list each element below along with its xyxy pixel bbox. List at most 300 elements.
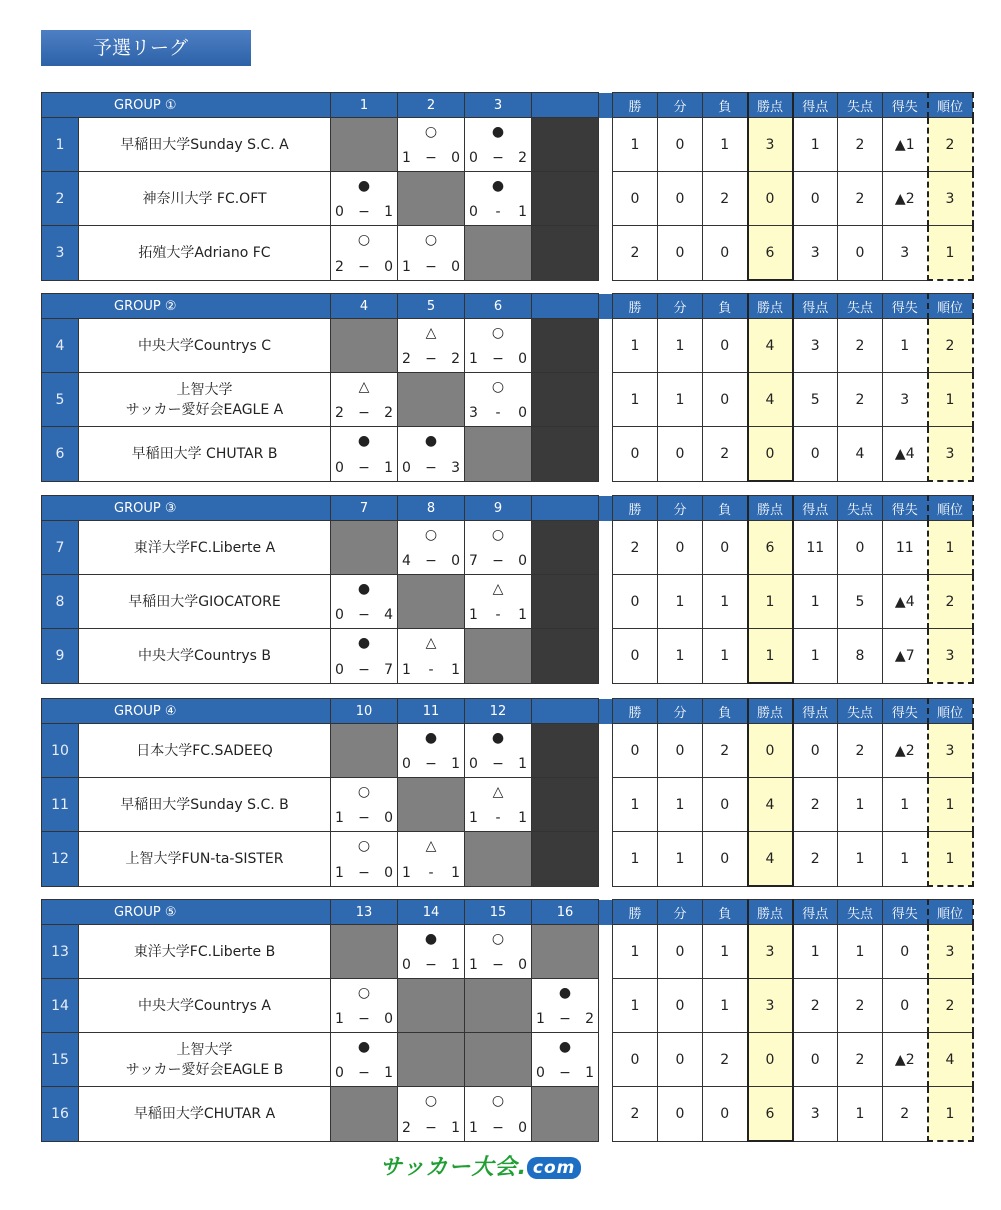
spacer	[599, 93, 613, 118]
score-separator: −	[358, 258, 370, 275]
spacer	[599, 629, 613, 684]
score-own: 2	[402, 1119, 411, 1136]
team-row	[42, 521, 973, 575]
score-opponent: 1	[451, 756, 460, 772]
score-opponent: 0	[451, 553, 460, 569]
stat-header: 失点	[838, 294, 883, 319]
team-row	[42, 1087, 973, 1142]
score-opponent: 1	[384, 204, 393, 220]
stat-header: 失点	[838, 496, 883, 521]
stat-value: 0	[748, 172, 793, 226]
score-opponent: 2	[585, 1011, 594, 1027]
stat-value: 1	[658, 319, 703, 373]
score-own: 1	[335, 1011, 344, 1027]
stat-value: 2	[703, 724, 748, 778]
score-own: 1	[469, 957, 478, 973]
stat-value: 1	[928, 521, 973, 575]
stat-value: 1	[928, 778, 973, 832]
stat-value: 2	[793, 832, 838, 887]
score-own: 1	[536, 1011, 545, 1027]
stat-header: 勝点	[748, 900, 793, 925]
column-header-team-no: 4	[331, 294, 398, 319]
stat-value: 0	[793, 724, 838, 778]
result-mark: ○	[491, 527, 505, 543]
stat-value: 1	[793, 925, 838, 979]
stat-value: 0	[658, 925, 703, 979]
stat-value: 1	[658, 629, 703, 684]
stat-value: 2	[703, 172, 748, 226]
unused-cell	[532, 724, 599, 778]
stat-value: 0	[748, 1033, 793, 1087]
stat-header: 失点	[838, 900, 883, 925]
team-name: 早稲田大学 CHUTAR B	[79, 427, 331, 482]
column-header-team-no: 12	[465, 699, 532, 724]
match-result	[465, 575, 532, 629]
result-mark: △	[492, 784, 504, 800]
spacer	[599, 118, 613, 172]
match-result	[465, 118, 532, 172]
spacer	[599, 575, 613, 629]
result-mark: ○	[357, 838, 371, 854]
team-name: 神奈川大学 FC.OFT	[79, 172, 331, 226]
empty-cell	[331, 319, 398, 373]
stat-value: 0	[838, 521, 883, 575]
stat-value: ▲4	[883, 575, 928, 629]
column-header-team-no: 2	[398, 93, 465, 118]
score-separator: -	[428, 661, 434, 678]
stat-header: 勝	[613, 93, 658, 118]
score-own: 1	[469, 1119, 478, 1136]
result-mark: ●	[558, 985, 572, 1001]
stat-header: 分	[658, 93, 703, 118]
score-own: 1	[335, 810, 344, 826]
score-separator: -	[495, 405, 501, 421]
stat-value: 5	[793, 373, 838, 427]
column-header-team-no: 15	[465, 900, 532, 925]
stat-value: 0	[703, 521, 748, 575]
stat-value: 1	[838, 832, 883, 887]
stat-value: 1	[613, 925, 658, 979]
team-name: 早稲田大学CHUTAR A	[79, 1087, 331, 1142]
empty-cell	[465, 427, 532, 482]
spacer	[599, 925, 613, 979]
result-mark: ●	[491, 730, 505, 746]
team-name: 日本大学FC.SADEEQ	[79, 724, 331, 778]
column-header-team-no: 11	[398, 699, 465, 724]
stat-value: 0	[793, 427, 838, 482]
result-mark: △	[425, 325, 437, 341]
result-mark: ●	[424, 730, 438, 746]
stat-value: 2	[703, 1033, 748, 1087]
stat-value: 1	[658, 575, 703, 629]
column-header-team-no: 13	[331, 900, 398, 925]
group-table	[41, 698, 974, 887]
stat-value: 2	[838, 319, 883, 373]
stat-value: 2	[838, 979, 883, 1033]
stat-value: 5	[838, 575, 883, 629]
stat-value: 1	[748, 629, 793, 684]
team-name: 上智大学FUN-ta-SISTER	[79, 832, 331, 887]
stat-header: 得失	[883, 294, 928, 319]
score-separator: −	[425, 258, 437, 275]
stat-value: 0	[613, 629, 658, 684]
match-result	[465, 724, 532, 778]
match-result	[331, 979, 398, 1033]
stat-value: 1	[703, 925, 748, 979]
stat-value: 1	[703, 118, 748, 172]
stat-value: 1	[883, 832, 928, 887]
column-header-team-no: 8	[398, 496, 465, 521]
spacer	[599, 172, 613, 226]
result-mark: △	[425, 838, 437, 854]
stat-value: 3	[793, 226, 838, 281]
spacer	[599, 1033, 613, 1087]
column-header-team-no: 9	[465, 496, 532, 521]
score-separator: -	[495, 810, 501, 826]
result-mark: ○	[424, 527, 438, 543]
empty-cell	[465, 226, 532, 281]
stat-header: 失点	[838, 93, 883, 118]
spacer	[599, 294, 613, 319]
result-mark: ○	[424, 1093, 438, 1109]
stat-value: 1	[838, 925, 883, 979]
score-separator: −	[358, 204, 370, 220]
score-separator: −	[425, 1119, 437, 1136]
group-name: GROUP ①	[42, 93, 331, 118]
score-opponent: 0	[384, 864, 393, 881]
score-opponent: 4	[384, 607, 393, 623]
stat-value: 0	[613, 172, 658, 226]
match-result	[398, 521, 465, 575]
score-separator: −	[358, 810, 370, 826]
group-name: GROUP ⑤	[42, 900, 331, 925]
stat-value: 4	[748, 373, 793, 427]
result-mark: ●	[357, 178, 371, 194]
stat-header: 順位	[928, 699, 973, 724]
stat-value: 0	[883, 979, 928, 1033]
stat-header: 勝点	[748, 93, 793, 118]
stat-value: 1	[793, 118, 838, 172]
score-separator: −	[425, 351, 437, 367]
match-result	[331, 629, 398, 684]
stat-value: 3	[883, 373, 928, 427]
stat-value: 0	[703, 319, 748, 373]
stat-header: 失点	[838, 699, 883, 724]
result-mark: ○	[491, 379, 505, 395]
score-opponent: 1	[518, 810, 528, 826]
spacer	[599, 778, 613, 832]
stat-header: 得点	[793, 699, 838, 724]
unused-cell	[532, 118, 599, 172]
stat-value: 0	[658, 427, 703, 482]
score-opponent: 0	[518, 405, 528, 421]
score-opponent: 3	[451, 459, 460, 476]
result-mark: △	[425, 635, 437, 651]
stat-value: 2	[928, 575, 973, 629]
team-row	[42, 1033, 973, 1087]
stat-value: 0	[658, 118, 703, 172]
match-result	[398, 118, 465, 172]
match-result	[331, 778, 398, 832]
result-mark: ○	[357, 232, 371, 248]
score-opponent: 2	[451, 351, 460, 367]
stat-header: 順位	[928, 900, 973, 925]
score-separator: −	[358, 405, 370, 421]
score-own: 0	[335, 661, 344, 678]
stat-value: 2	[838, 118, 883, 172]
team-number: 16	[42, 1087, 79, 1142]
score-separator: −	[358, 1065, 370, 1081]
result-mark: ●	[491, 178, 505, 194]
empty-cell	[398, 979, 465, 1033]
result-mark: ○	[424, 124, 438, 140]
team-row	[42, 724, 973, 778]
match-result	[465, 373, 532, 427]
score-separator: −	[559, 1011, 571, 1027]
group-table	[41, 495, 974, 684]
score-separator: -	[495, 204, 501, 220]
score-own: 1	[402, 864, 411, 881]
result-mark: ●	[424, 433, 438, 449]
stat-value: 3	[883, 226, 928, 281]
stat-value: 0	[838, 226, 883, 281]
stat-header: 得点	[793, 496, 838, 521]
group-name: GROUP ②	[42, 294, 331, 319]
team-number: 9	[42, 629, 79, 684]
team-row	[42, 319, 973, 373]
score-opponent: 1	[451, 1119, 460, 1136]
match-result	[465, 925, 532, 979]
stat-value: 2	[928, 319, 973, 373]
stat-value: 2	[613, 1087, 658, 1142]
unused-cell	[532, 226, 599, 281]
stat-value: 0	[658, 724, 703, 778]
stat-value: 0	[703, 373, 748, 427]
stat-value: 1	[613, 979, 658, 1033]
unused-cell	[532, 778, 599, 832]
stat-value: 1	[613, 319, 658, 373]
team-row	[42, 373, 973, 427]
team-row	[42, 778, 973, 832]
score-own: 0	[335, 607, 344, 623]
spacer	[599, 1087, 613, 1142]
stat-value: ▲7	[883, 629, 928, 684]
stat-value: 2	[838, 1033, 883, 1087]
team-row	[42, 226, 973, 281]
stat-value: 1	[703, 979, 748, 1033]
unused-cell	[532, 373, 599, 427]
group-table	[41, 92, 974, 281]
match-result	[465, 319, 532, 373]
spacer	[599, 496, 613, 521]
group-table	[41, 899, 974, 1142]
stat-value: 3	[793, 319, 838, 373]
stat-value: 0	[658, 1087, 703, 1142]
spacer	[599, 427, 613, 482]
match-result	[398, 629, 465, 684]
team-name: 早稲田大学GIOCATORE	[79, 575, 331, 629]
empty-cell	[398, 1033, 465, 1087]
result-mark: ○	[357, 784, 371, 800]
stat-value: 1	[793, 629, 838, 684]
stat-value: 1	[658, 778, 703, 832]
score-opponent: 1	[384, 1065, 393, 1081]
column-header-team-no: 6	[465, 294, 532, 319]
column-header-team-no	[532, 93, 599, 118]
stat-value: 0	[703, 778, 748, 832]
result-mark: ○	[491, 931, 505, 947]
score-separator: −	[425, 957, 437, 973]
score-own: 0	[469, 150, 478, 166]
score-own: 2	[335, 258, 344, 275]
stat-value: 3	[793, 1087, 838, 1142]
team-row	[42, 118, 973, 172]
stat-value: 3	[928, 427, 973, 482]
team-number: 10	[42, 724, 79, 778]
score-own: 1	[402, 661, 411, 678]
unused-cell	[532, 832, 599, 887]
score-own: 1	[469, 351, 478, 367]
result-mark: △	[358, 379, 370, 395]
column-header-team-no: 7	[331, 496, 398, 521]
stat-value: 3	[748, 979, 793, 1033]
stat-value: 2	[613, 521, 658, 575]
stat-value: 11	[883, 521, 928, 575]
stat-value: 4	[838, 427, 883, 482]
stat-value: 6	[748, 226, 793, 281]
stat-value: 3	[928, 925, 973, 979]
unused-cell	[532, 319, 599, 373]
spacer	[599, 832, 613, 887]
score-separator: −	[425, 459, 437, 476]
stat-value: 0	[793, 1033, 838, 1087]
stat-value: 6	[748, 521, 793, 575]
team-number: 3	[42, 226, 79, 281]
spacer	[599, 373, 613, 427]
score-opponent: 7	[384, 661, 393, 678]
stat-header: 分	[658, 496, 703, 521]
stat-value: ▲2	[883, 724, 928, 778]
empty-cell	[465, 832, 532, 887]
score-opponent: 1	[518, 756, 527, 772]
stat-value: 3	[748, 118, 793, 172]
score-separator: −	[358, 459, 370, 476]
group-table	[41, 293, 974, 482]
score-separator: −	[358, 607, 370, 623]
score-own: 0	[469, 204, 478, 220]
group-name: GROUP ④	[42, 699, 331, 724]
stat-header: 得点	[793, 93, 838, 118]
score-own: 0	[469, 756, 478, 772]
stat-header: 勝点	[748, 496, 793, 521]
match-result	[532, 979, 599, 1033]
stat-value: 0	[613, 1033, 658, 1087]
stat-value: 3	[928, 172, 973, 226]
team-number: 12	[42, 832, 79, 887]
stat-value: 1	[613, 778, 658, 832]
match-result	[331, 373, 398, 427]
match-result	[532, 1033, 599, 1087]
stat-value: 1	[928, 373, 973, 427]
spacer	[599, 521, 613, 575]
stat-value: ▲2	[883, 1033, 928, 1087]
stat-header: 得点	[793, 294, 838, 319]
score-own: 7	[469, 553, 478, 569]
team-row	[42, 575, 973, 629]
stat-value: 4	[748, 319, 793, 373]
stat-value: 0	[658, 1033, 703, 1087]
stat-value: 2	[838, 724, 883, 778]
logo-dot: .	[517, 1155, 527, 1180]
team-number: 5	[42, 373, 79, 427]
match-result	[465, 778, 532, 832]
stat-value: 1	[928, 832, 973, 887]
column-header-team-no	[532, 699, 599, 724]
result-mark: ●	[357, 581, 371, 597]
score-own: 0	[335, 1065, 344, 1081]
stat-header: 負	[703, 699, 748, 724]
empty-cell	[398, 373, 465, 427]
empty-cell	[398, 172, 465, 226]
team-number: 4	[42, 319, 79, 373]
stat-value: 1	[883, 778, 928, 832]
stat-value: 1	[658, 832, 703, 887]
stat-header: 得失	[883, 699, 928, 724]
match-result	[331, 427, 398, 482]
stat-value: 0	[613, 427, 658, 482]
score-opponent: 0	[518, 957, 527, 973]
stat-value: 1	[928, 226, 973, 281]
stat-value: 0	[793, 172, 838, 226]
team-number: 8	[42, 575, 79, 629]
team-name: 中央大学Countrys A	[79, 979, 331, 1033]
stat-value: 0	[748, 427, 793, 482]
stat-value: 1	[928, 1087, 973, 1142]
logo-com: com	[527, 1157, 581, 1179]
result-mark: ○	[491, 1093, 505, 1109]
stat-value: ▲1	[883, 118, 928, 172]
stat-value: 0	[658, 521, 703, 575]
match-result	[398, 1087, 465, 1142]
score-opponent: 0	[518, 1119, 527, 1136]
result-mark: ○	[424, 232, 438, 248]
stat-value: 0	[613, 575, 658, 629]
stat-header: 勝点	[748, 294, 793, 319]
unused-cell	[532, 629, 599, 684]
team-name: 拓殖大学Adriano FC	[79, 226, 331, 281]
unused-cell	[532, 575, 599, 629]
result-mark: ●	[357, 433, 371, 449]
column-header-team-no: 10	[331, 699, 398, 724]
site-logo[interactable]	[380, 1150, 581, 1181]
score-separator: −	[358, 661, 370, 678]
stat-value: 0	[703, 1087, 748, 1142]
result-mark: ●	[424, 931, 438, 947]
score-opponent: 0	[518, 351, 527, 367]
score-separator: −	[425, 553, 437, 569]
empty-cell	[465, 979, 532, 1033]
score-own: 1	[402, 258, 411, 275]
stat-value: 8	[838, 629, 883, 684]
stat-value: 1	[703, 629, 748, 684]
spacer	[599, 979, 613, 1033]
score-separator: −	[492, 150, 504, 166]
result-mark: ○	[357, 985, 371, 1001]
score-separator: −	[425, 756, 437, 772]
team-name: 早稲田大学Sunday S.C. A	[79, 118, 331, 172]
stat-value: 4	[748, 832, 793, 887]
score-opponent: 1	[451, 661, 461, 678]
